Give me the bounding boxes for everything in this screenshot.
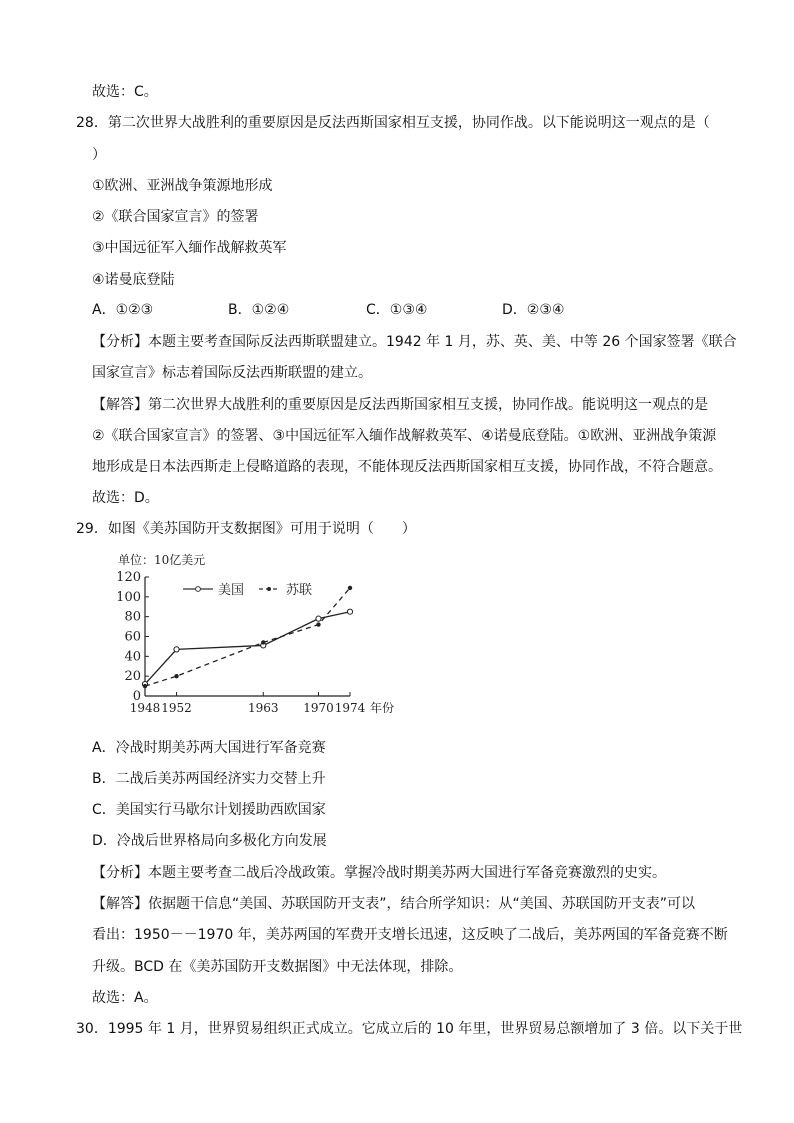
x-tick-label: 1952 [161, 701, 192, 715]
q28-analysis-line1: 【分析】本题主要考查国际反法西斯联盟建立。1942 年 1 月，苏、英、美、中等 26 个国家签署《联合 [92, 334, 737, 350]
data-point-usa [316, 616, 321, 621]
q28-option-a: A．①②③ [92, 302, 154, 318]
x-tick-label: 1970 [303, 701, 334, 715]
data-point-usa [347, 609, 352, 614]
y-tick-label: 0 [132, 689, 141, 704]
legend-usa-label: 美国 [218, 583, 245, 598]
legend-usa-marker [196, 587, 201, 592]
x-axis-suffix: 年份 [370, 701, 395, 715]
q29-stem: 29．如图《美苏国防开支数据图》可用于说明（ ） [76, 521, 416, 537]
q28-answer-line1: 【解答】第二次世界大战胜利的重要原因是反法西斯国家相互支援，协同作战。能说明这一观点的是 [92, 397, 708, 413]
series-line-ussr [145, 588, 350, 686]
q29-option-d: D．冷战后世界格局向多极化方向发展 [92, 833, 327, 849]
defense-spending-chart [118, 550, 408, 724]
chart-axes [118, 570, 394, 715]
data-point-ussr [174, 674, 178, 678]
q28-answer-line3: 地形成是日本法西斯走上侵略道路的表现，不能体现反法西斯国家相互支援，协同作战，不符合题意。 [92, 459, 722, 475]
data-point-ussr [316, 622, 320, 626]
prev-answer: 故选：C。 [92, 84, 158, 100]
x-tick-label: 1974 [334, 701, 366, 715]
y-tick-label: 20 [124, 669, 141, 685]
data-point-ussr [348, 586, 352, 590]
q28-item-3: ③中国远征军入缅作战解救英军 [92, 240, 287, 256]
q29-option-b: B．二战后美苏两国经济实力交替上升 [92, 771, 326, 787]
q28-option-b: B．①②④ [228, 302, 290, 318]
q29-final: 故选：A。 [92, 990, 158, 1006]
q29-answer-line2: 看出：1950－－1970 年，美苏两国的军费开支增长迅速，这反映了二战后，美苏两国的军备竞赛不断 [92, 927, 728, 943]
q29-analysis: 【分析】本题主要考查二战后冷战政策。掌握冷战时期美苏两大国进行军备竞赛激烈的史实。 [92, 865, 666, 881]
q28-answer-line2: ②《联合国家宣言》的签署、③中国远征军入缅作战解救英军、④诺曼底登陆。①欧洲、亚洲战争策源 [92, 428, 717, 444]
q29-option-c: C．美国实行马歇尔计划援助西欧国家 [92, 802, 326, 818]
y-tick-label: 40 [124, 649, 141, 665]
chart-canvas [118, 550, 408, 720]
q28-item-2: ②《联合国家宣言》的签署 [92, 209, 259, 225]
q28-stem-line1: 28．第二次世界大战胜利的重要原因是反法西斯国家相互支援，协同作战。以下能说明这一观点的是（ [76, 115, 710, 131]
y-tick-label: 80 [124, 609, 141, 625]
q28-option-d: D．②③④ [502, 302, 565, 318]
q29-option-a: A．冷战时期美苏两大国进行军备竞赛 [92, 740, 326, 756]
y-tick-label: 60 [124, 629, 141, 645]
y-tick-label: 100 [118, 589, 141, 605]
q28-option-c: C．①③④ [366, 302, 428, 318]
chart-series [142, 586, 352, 689]
data-point-ussr [143, 684, 147, 688]
q29-answer-line1: 【解答】依据题干信息“美国、苏联国防开支表”，结合所学知识：从“美国、苏联国防开支表”可以 [92, 896, 696, 912]
data-point-usa [174, 647, 179, 652]
legend-ussr-label: 苏联 [286, 583, 313, 598]
q30-stem-line1: 30．1995 年 1 月，世界贸易组织正式成立。它成立后的 10 年里，世界贸易总额增加了 3 倍。以下关于世 [76, 1021, 743, 1037]
chart-legend [183, 582, 312, 598]
q28-analysis-line2: 国家宣言》标志着国际反法西斯联盟的建立。 [92, 365, 372, 381]
q29-answer-line3: 升级。BCD 在《美苏国防开支数据图》中无法体现，排除。 [92, 959, 463, 975]
q28-final: 故选：D。 [92, 490, 159, 506]
q28-stem-line2: ） [92, 147, 106, 163]
x-tick-label: 1963 [247, 701, 279, 715]
q28-item-4: ④诺曼底登陆 [92, 272, 175, 288]
legend-ussr-marker [267, 587, 271, 591]
data-point-ussr [261, 640, 265, 644]
chart-unit-label: 单位：10亿美元 [118, 553, 206, 567]
y-tick-label: 120 [118, 570, 141, 585]
q28-item-1: ①欧洲、亚洲战争策源地形成 [92, 178, 273, 194]
x-tick-label: 1948 [129, 701, 161, 715]
